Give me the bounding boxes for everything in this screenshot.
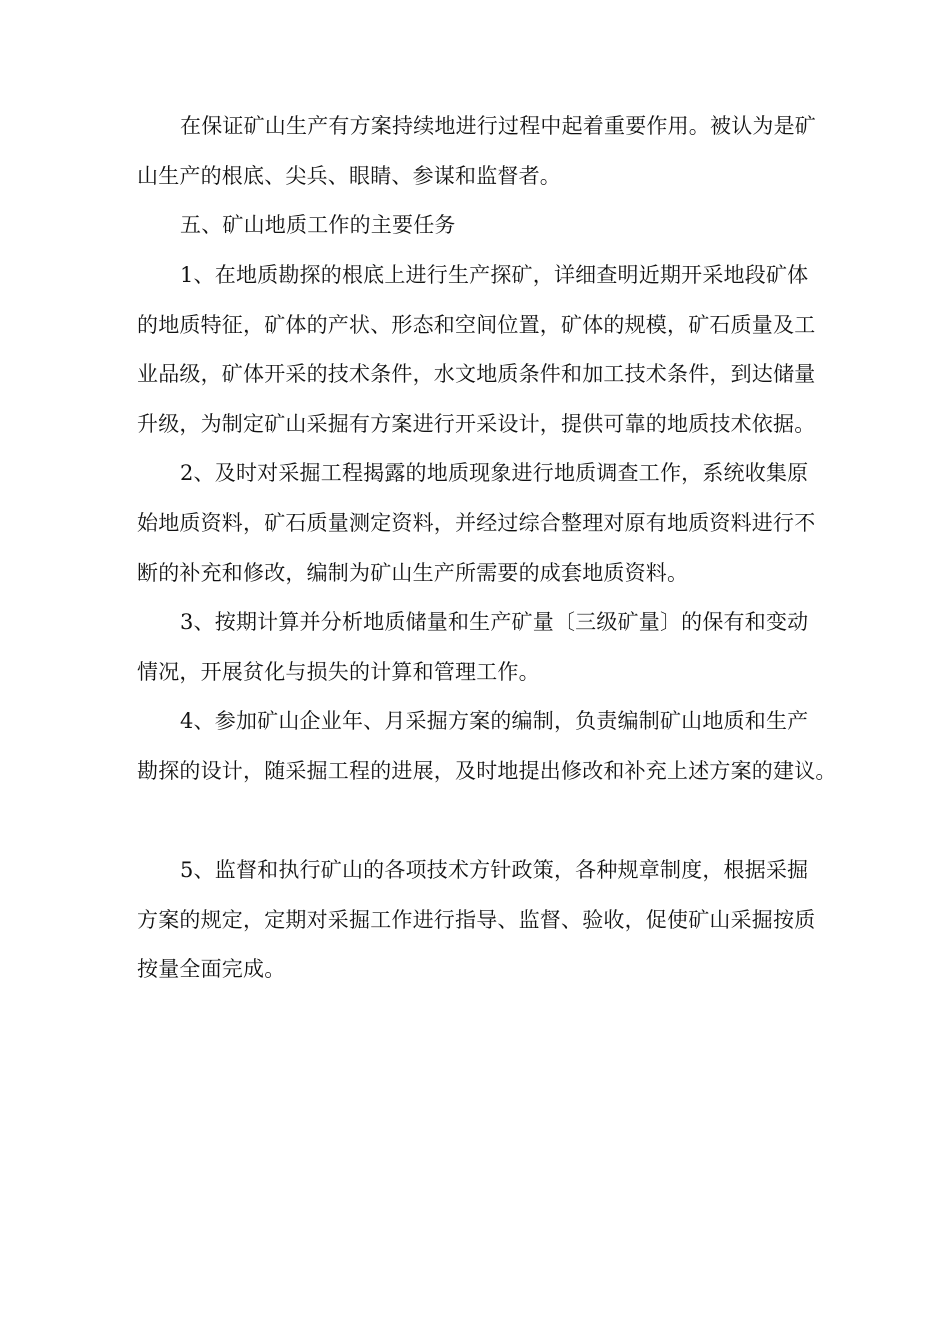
text-line: 方案的规定，定期对采掘工作进行指导、监督、验收，促使矿山采掘按质 — [137, 908, 816, 932]
text-line: 的地质特征，矿体的产状、形态和空间位置，矿体的规模，矿石质量及工 — [137, 313, 816, 337]
text-line: 业品级，矿体开采的技术条件，水文地质条件和加工技术条件，到达储量 — [137, 362, 816, 386]
text-line: 断的补充和修改，编制为矿山生产所需要的成套地质资料。 — [137, 561, 689, 585]
text-line: 5、监督和执行矿山的各项技术方针政策，各种规章制度，根据采掘 — [180, 858, 809, 882]
text-line: 始地质资料，矿石质量测定资料，并经过综合整理对原有地质资料进行不 — [137, 511, 816, 535]
text-line: 1、在地质勘探的根底上进行生产探矿，详细查明近期开采地段矿体 — [180, 263, 809, 287]
text-line: 升级，为制定矿山采掘有方案进行开采设计，提供可靠的地质技术依据。 — [137, 412, 816, 436]
text-line: 4、参加矿山企业年、月采掘方案的编制，负责编制矿山地质和生产 — [180, 709, 809, 733]
text-line: 在保证矿山生产有方案持续地进行过程中起着重要作用。被认为是矿 — [180, 114, 816, 138]
text-line: 按量全面完成。 — [137, 957, 286, 981]
text-line: 2、及时对采掘工程揭露的地质现象进行地质调查工作，系统收集原 — [180, 461, 809, 485]
text-line: 山生产的根底、尖兵、眼睛、参谋和监督者。 — [137, 164, 561, 188]
text-line: 勘探的设计，随采掘工程的进展，及时地提出修改和补充上述方案的建议。 — [137, 759, 837, 783]
section-heading: 五、矿山地质工作的主要任务 — [180, 213, 456, 237]
text-line: 情况，开展贫化与损失的计算和管理工作。 — [137, 660, 540, 684]
text-line: 3、按期计算并分析地质储量和生产矿量〔三级矿量〕的保有和变动 — [180, 610, 809, 634]
